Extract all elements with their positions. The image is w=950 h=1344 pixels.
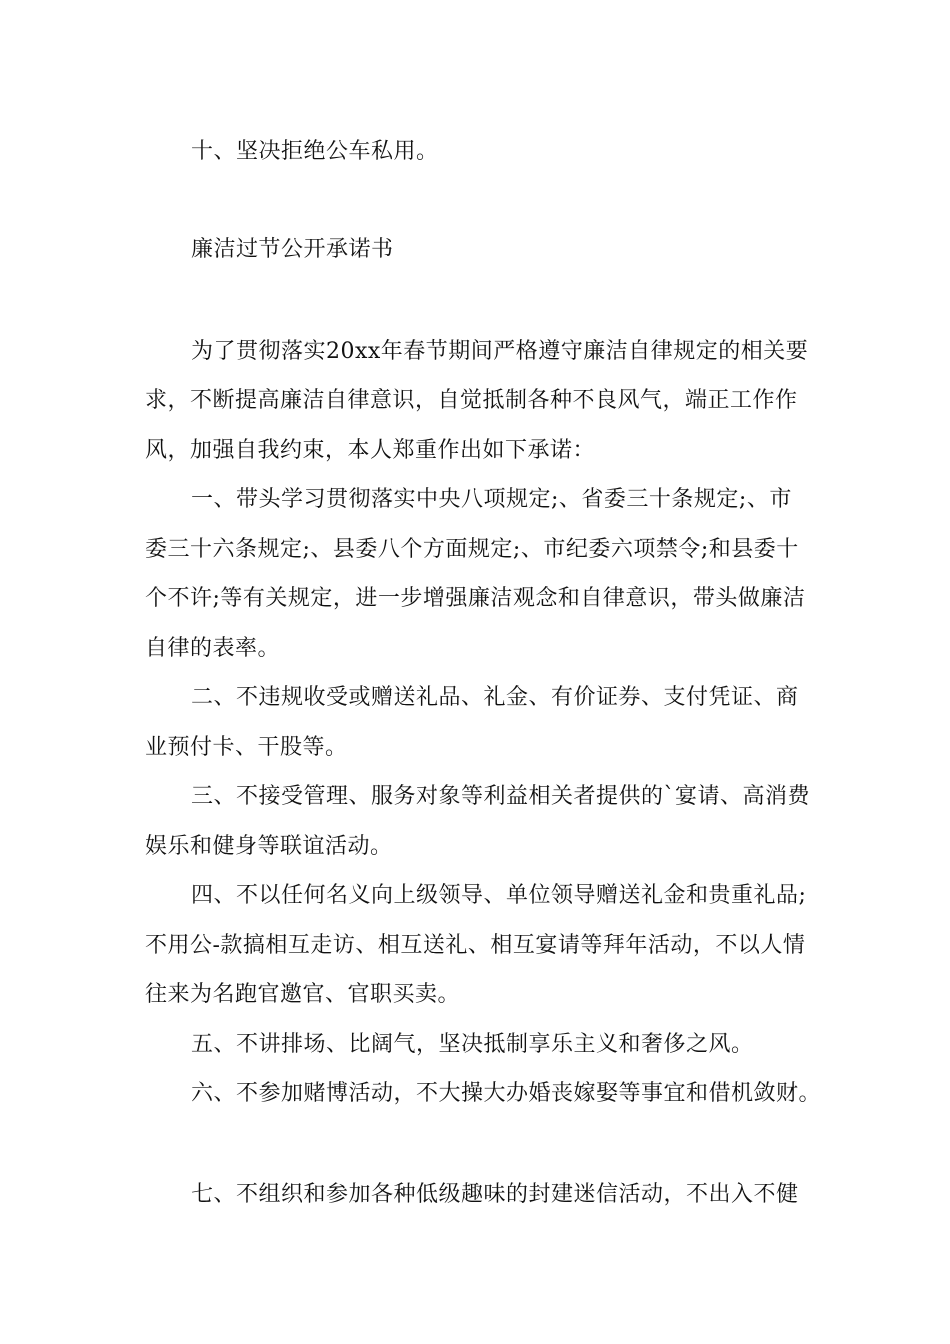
item-one-line-4: 自律的表率。 — [145, 636, 281, 661]
item-two-line-2: 业预付卡、干股等。 — [145, 735, 348, 760]
document-title: 廉洁过节公开承诺书 — [191, 237, 394, 262]
item-one-line-3: 个不许;等有关规定，进一步增强廉洁观念和自律意识，带头做廉洁 — [145, 586, 806, 611]
item-two-line-1: 二、不违规收受或赠送礼品、礼金、有价证券、支付凭证、商 — [191, 685, 799, 710]
item-seven-line-1: 七、不组织和参加各种低级趣味的封建迷信活动，不出入不健 — [191, 1182, 799, 1207]
item-one-line-1: 一、带头学习贯彻落实中央八项规定;、省委三十条规定;、市 — [191, 487, 792, 512]
intro-line-2: 求，不断提高廉洁自律意识，自觉抵制各种不良风气，端正工作作 — [145, 388, 798, 413]
intro-line-3: 风，加强自我约束，本人郑重作出如下承诺： — [145, 438, 596, 463]
item-three-line-1: 三、不接受管理、服务对象等利益相关者提供的`宴请、高消费 — [191, 784, 811, 809]
item-four-line-3: 往来为名跑官邀官、官职买卖。 — [145, 982, 461, 1007]
item-four-line-2: 不用公-款搞相互走访、相互送礼、相互宴请等拜年活动，不以人情 — [145, 933, 806, 958]
item-ten: 十、坚决拒绝公车私用。 — [191, 139, 439, 164]
item-one-line-2: 委三十六条规定;、县委八个方面规定;、市纪委六项禁令;和县委十 — [145, 537, 799, 562]
item-four-line-1: 四、不以任何名义向上级领导、单位领导赠送礼金和贵重礼品; — [191, 883, 807, 908]
item-six: 六、不参加赌博活动，不大操大办婚丧嫁娶等事宜和借机敛财。 — [191, 1081, 822, 1106]
item-three-line-2: 娱乐和健身等联谊活动。 — [145, 834, 393, 859]
intro-line-1: 为了贯彻落实20xx年春节期间严格遵守廉洁自律规定的相关要 — [191, 339, 809, 364]
item-five: 五、不讲排场、比阔气，坚决抵制享乐主义和奢侈之风。 — [191, 1032, 754, 1057]
